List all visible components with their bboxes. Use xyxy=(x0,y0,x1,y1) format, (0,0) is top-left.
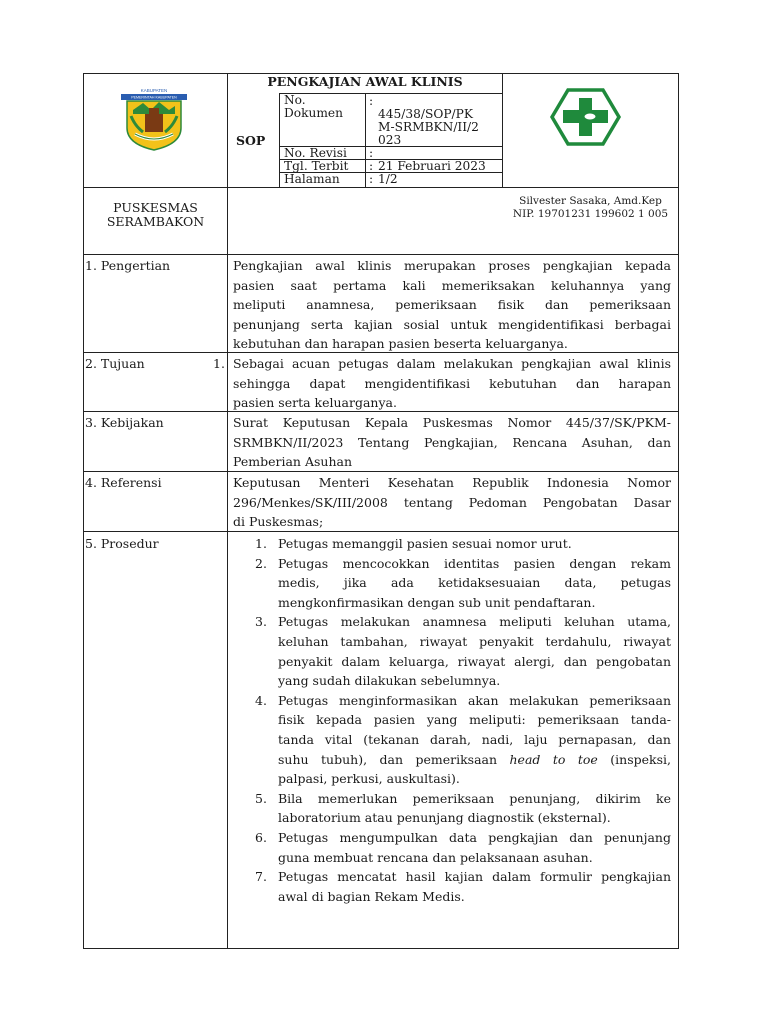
step-line: Petugas mencocokkan identitas pasien dengan rekam xyxy=(278,555,671,571)
logo-text-sub: PEMERINTAH KABUPATEN xyxy=(131,95,177,100)
step-line: medis, jika ada ketidaksesuaian data, petugas xyxy=(278,575,671,591)
meta-sep-revisi: : xyxy=(369,146,374,160)
puskesmas-cross-logo xyxy=(550,87,621,147)
step-line: laboratorium atau penunjang diagnostik (eksternal). xyxy=(278,810,611,826)
signer-nip: NIP. 19701231 199602 1 005 xyxy=(512,208,669,220)
meta-sep-halaman: : xyxy=(369,172,374,186)
section-marker: 1. xyxy=(213,356,225,371)
logo-text-top: KABUPATEN xyxy=(140,88,168,93)
signer-name: Silvester Sasaka, Amd.Kep xyxy=(519,195,662,207)
content-line: SRMBKN/II/2023 Tentang Pengkajian, Rencana Asuhan, dan xyxy=(233,434,671,450)
regency-logo xyxy=(113,86,195,152)
content-line: meliputi anamnesa, pemeriksaan fisik dan pemeriksaan xyxy=(233,297,671,313)
step-number: 7. xyxy=(255,869,267,885)
step-line: Petugas mencatat hasil kajian dalam formulir pengkajian xyxy=(278,869,671,885)
section-label: 1. Pengertian xyxy=(85,258,171,273)
step-line: palpasi, perkusi, auskultasi). xyxy=(278,771,460,787)
meta-label-terbit: Tgl. Terbit xyxy=(284,159,349,173)
content-line: pasien saat pertama kali memeriksakan keluhannya yang xyxy=(233,277,671,293)
org-name-line1: PUSKESMAS xyxy=(113,200,198,215)
step-line: suhu tubuh), dan pemeriksaan head to toe (inspeksi, xyxy=(278,751,671,767)
content-line: Pengkajian awal klinis merupakan proses pengkajian kepada xyxy=(233,258,671,273)
meta-value-dokumen-3: 023 xyxy=(378,133,402,147)
sop-label: SOP xyxy=(236,133,266,148)
step-line: fisik kepada pasien yang meliputi: pemeriksaan tanda- xyxy=(278,712,671,728)
step-line: guna membuat rencana dan pelaksanaan asuhan. xyxy=(278,849,593,865)
step-number: 2. xyxy=(255,555,267,571)
content-line: Surat Keputusan Kepala Puskesmas Nomor 445/37/SK/PKM- xyxy=(233,415,671,430)
step-number: 6. xyxy=(255,830,267,845)
meta-label-dokumen: No. Dokumen xyxy=(284,93,343,120)
content-line: Keputusan Menteri Kesehatan Republik Indonesia Nomor xyxy=(233,475,671,490)
step-line: keluhan tambahan, riwayat penyakit terdahulu, riwayat xyxy=(278,634,671,649)
section-label: 2. Tujuan xyxy=(85,356,145,371)
meta-label-halaman: Halaman xyxy=(284,172,340,186)
step-line: penyakit dalam keluarga, riwayat alergi, dan pengobatan xyxy=(278,653,671,669)
meta-value-dokumen-2: M-SRMBKN/II/2 xyxy=(378,120,479,134)
meta-value-terbit: 21 Februari 2023 xyxy=(378,159,486,173)
section-label: 5. Prosedur xyxy=(85,536,159,551)
content-line: di Puskesmas; xyxy=(233,514,324,530)
step-number: 3. xyxy=(255,614,267,630)
step-line: Petugas mengumpulkan data pengkajian dan penunjang xyxy=(278,830,671,845)
meta-sep-dokumen: : xyxy=(369,94,374,108)
org-name-line2: SERAMBAKON xyxy=(106,214,205,229)
content-line: sehingga dapat mengidentifikasi kebutuhan dan harapan xyxy=(233,375,671,391)
meta-sep-terbit: : xyxy=(369,159,374,173)
content-line: kebutuhan dan harapan pasien beserta keluarganya. xyxy=(233,336,568,352)
step-line: yang sudah dilakukan sebelumnya. xyxy=(278,673,501,689)
meta-label-revisi: No. Revisi xyxy=(284,146,347,160)
step-line: awal di bagian Rekam Medis. xyxy=(278,888,465,904)
step-number: 1. xyxy=(255,536,267,551)
step-line: Petugas menginformasikan akan melakukan pemeriksaan xyxy=(278,692,671,708)
content-line: Pemberian Asuhan xyxy=(233,454,352,470)
step-line: Bila memerlukan pemeriksaan penunjang, dikirim ke xyxy=(278,790,671,806)
step-number: 5. xyxy=(255,790,267,806)
step-line: Petugas melakukan anamnesa meliputi keluhan utama, xyxy=(278,614,671,630)
section-label: 4. Referensi xyxy=(85,475,162,490)
section-label: 3. Kebijakan xyxy=(85,415,164,430)
content-line: pasien serta keluarganya. xyxy=(233,395,397,411)
step-line: Petugas memanggil pasien sesuai nomor urut. xyxy=(278,536,572,551)
meta-value-dokumen-1: 445/38/SOP/PK xyxy=(378,107,473,121)
content-line: Sebagai acuan petugas dalam melakukan pengkajian awal klinis xyxy=(233,356,671,371)
meta-value-halaman: 1/2 xyxy=(378,172,398,186)
step-line: mengkonfirmasikan dengan sub unit pendaftaran. xyxy=(278,594,596,610)
step-number: 4. xyxy=(255,692,267,708)
content-line: penunjang serta kajian sosial untuk mengidentifikasi berbagai xyxy=(233,316,671,332)
content-line: 296/Menkes/SK/III/2008 tentang Pedoman Pengobatan Dasar xyxy=(233,494,671,510)
sop-title: PENGKAJIAN AWAL KLINIS xyxy=(267,74,463,89)
step-line: tanda vital (tekanan darah, nadi, laju pernapasan, dan xyxy=(278,732,671,747)
